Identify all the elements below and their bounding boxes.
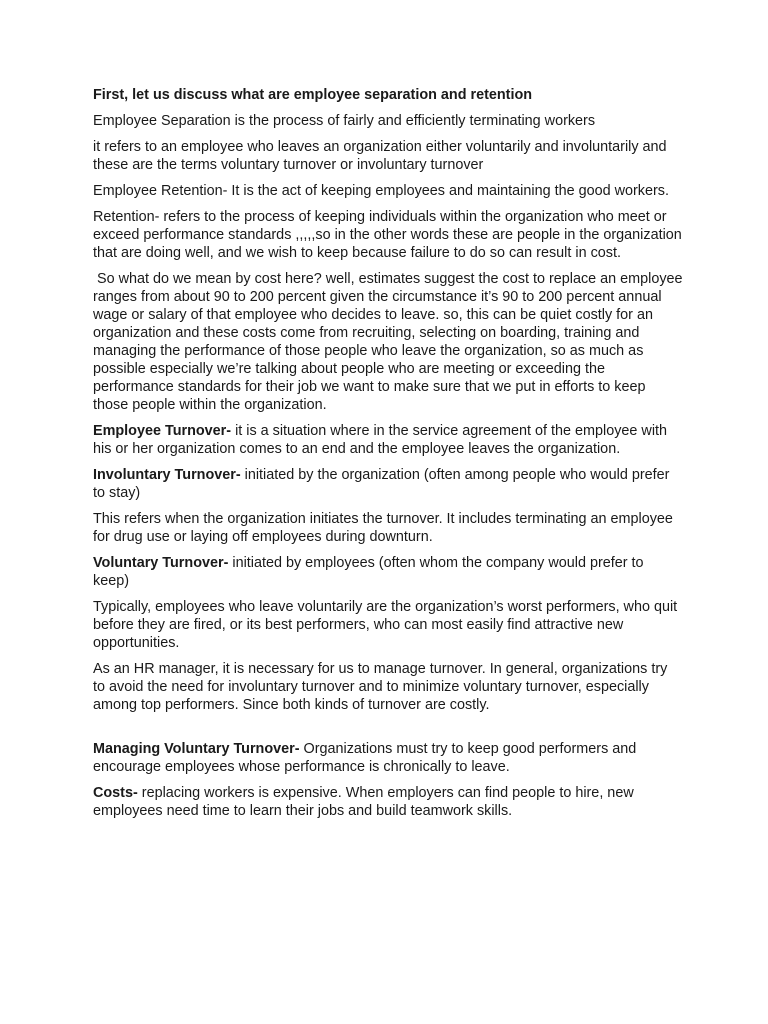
paragraph-separation-definition: it refers to an employee who leaves an organization either voluntarily and involuntarily and these are the terms voluntary turnover or involuntary turnover — [93, 139, 667, 173]
term-employee-turnover: Employee Turnover- — [93, 423, 232, 439]
term-voluntary-turnover: Voluntary Turnover- — [93, 555, 229, 571]
paragraph-employee-turnover — [93, 422, 683, 458]
document-page — [93, 86, 687, 828]
paragraph-involuntary-explanation: This refers when the organization initiates the turnover. It includes terminating an employee for drug use or laying off employees during downturn. — [93, 511, 673, 545]
text-costs: replacing workers is expensive. When employers can find people to hire, new employees need time to learn their jobs and build teamwork skills. — [93, 785, 634, 819]
text-managing-voluntary-turnover: Organizations must try to keep good performers and encourage employees whose performance is chronically to leave. — [93, 741, 637, 775]
blank-line — [93, 722, 683, 740]
paragraph-voluntary-turnover — [93, 554, 683, 590]
text-employee-turnover: it is a situation where in the service agreement of the employee with his or her organization comes to an end and the employee leaves the organization. — [93, 423, 668, 457]
paragraph-voluntary-explanation: Typically, employees who leave voluntarily are the organization’s worst performers, who quit before they are fired, or its best performers, who can most easily find attractive new opportunities. — [93, 599, 678, 651]
paragraph-employee-retention: Employee Retention- It is the act of keeping employees and maintaining the good workers. — [93, 183, 669, 199]
paragraph-retention-definition: Retention- refers to the process of keeping individuals within the organization who meet or exceed performance standards ,,,,,so in the other words these are people in the organization that are doing well, and we wish to keep because failure to do so can result in cost. — [93, 209, 682, 261]
paragraph-employee-separation: Employee Separation is the process of fairly and efficiently terminating workers — [93, 113, 596, 129]
text-voluntary-turnover: initiated by employees (often whom the company would prefer to keep) — [93, 555, 644, 589]
text-involuntary-turnover: initiated by the organization (often among people who would prefer to stay) — [93, 467, 670, 501]
paragraph-involuntary-turnover — [93, 466, 683, 502]
section-heading: First, let us discuss what are employee separation and retention — [93, 87, 533, 103]
term-involuntary-turnover: Involuntary Turnover- — [93, 467, 241, 483]
paragraph-hr-manager: As an HR manager, it is necessary for us to manage turnover. In general, organizations try to avoid the need for involuntary turnover and to minimize voluntary turnover, especially among top performers. Since both kinds of turnover are costly. — [93, 661, 668, 713]
term-managing-voluntary-turnover: Managing Voluntary Turnover- — [93, 741, 300, 757]
paragraph-cost-explanation: So what do we mean by cost here? well, estimates suggest the cost to replace an employee ranges from about 90 to 200 percent given the circumstance it’s 90 to 200 percent annual wage or salary of that employee who decides to leave. so, this can be quiet costly for an organization and these costs come from recruiting, selecting on boarding, training and managing the performance of those people who leave the organization, so as much as possible especially we’re talking about people who are meeting or exceeding the performance standards for their job we want to make sure that we put in efforts to keep those people within the organization. — [93, 271, 687, 413]
paragraph-costs — [93, 784, 683, 820]
term-costs: Costs- — [93, 785, 138, 801]
paragraph-managing-voluntary-turnover — [93, 740, 683, 776]
